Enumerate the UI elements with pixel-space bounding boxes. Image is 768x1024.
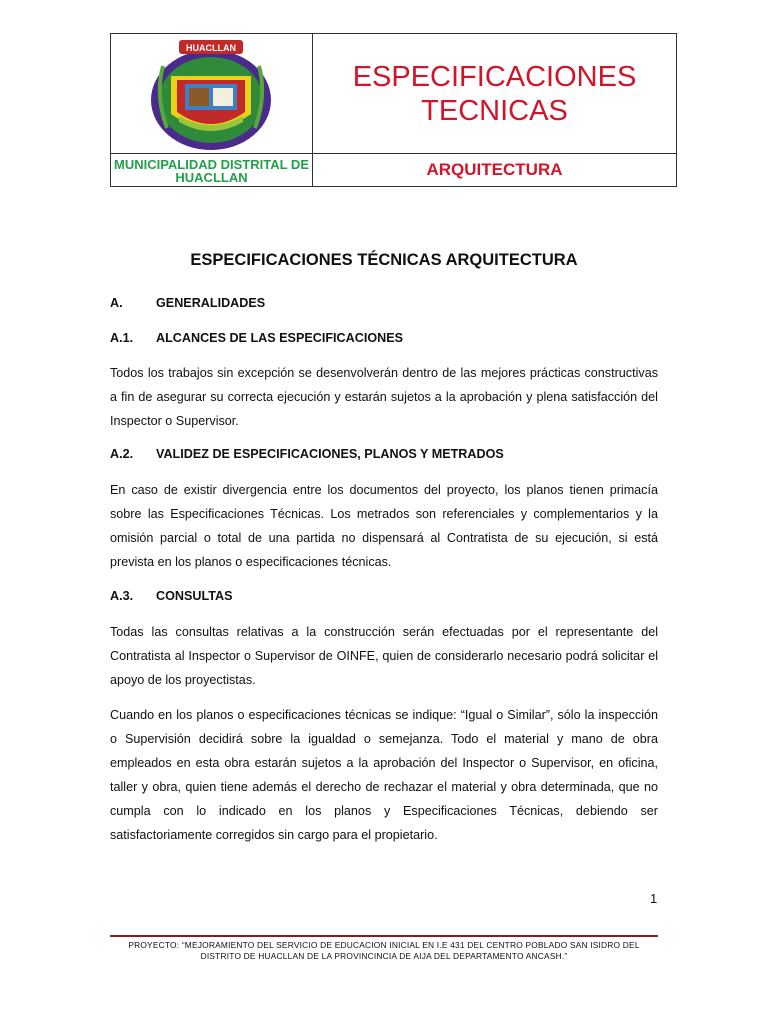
section-heading-a2 (110, 447, 504, 461)
document-header (110, 33, 677, 187)
paragraph-2: En caso de existir divergencia entre los documentos del proyecto, los planos tienen primacía sobre las Especificaciones Técnicas. Los metrados son referenciales y complementarios y la omisión parcial o total de una partida no dispensará al Contratista de su ejecución, si está prevista en los planos o especificaciones técnicas. (110, 483, 658, 569)
section-title: VALIDEZ DE ESPECIFICACIONES, PLANOS Y METRADOS (156, 447, 504, 461)
logo-text: HUACLLAN (186, 43, 236, 53)
section-number: A. (110, 296, 123, 310)
document-main-title (353, 60, 637, 128)
section-heading-a3 (110, 589, 233, 603)
paragraph-3: Todas las consultas relativas a la construcción serán efectuadas por el representante del Contratista al Inspector o Supervisor de OINFE, quien de considerarlo necesario podrá solicitar el apoyo de los proyectistas. (110, 625, 658, 687)
page-number: 1 (650, 891, 658, 906)
section-heading-a (110, 296, 265, 310)
section-number: A.1. (110, 331, 134, 345)
document-title: ESPECIFICACIONES TÉCNICAS ARQUITECTURA (190, 251, 578, 269)
title-cell (313, 34, 676, 153)
header-row-2 (111, 153, 676, 186)
title-line-1: ESPECIFICACIONES (352, 60, 637, 93)
section-heading-a1 (110, 331, 403, 345)
section-title: GENERALIDADES (156, 296, 266, 310)
section-label: ARQUITECTURA (426, 160, 563, 179)
logo-cell (111, 34, 313, 153)
paragraph-1: Todos los trabajos sin excepción se desenvolverán dentro de las mejores prácticas constructivas a fin de asegurar su correcta ejecución y estarán sujetos a la aprobación y plena satisfacción del Inspector o Supervisor. (110, 366, 658, 428)
section-title: CONSULTAS (156, 589, 233, 603)
footer-divider (110, 935, 658, 937)
municipal-seal-logo (149, 36, 273, 152)
municipality-name: MUNICIPALIDAD DISTRITAL DE HUACLLAN (111, 154, 313, 186)
section-number: A.2. (110, 447, 134, 461)
paragraph-4: Cuando en los planos o especificaciones técnicas se indique: “Igual o Similar”, sólo la inspección o Supervisión decidirá sobre la igualdad o semejanza. Todo el material y mano de obra empleados en esta obra estarán sujetos a la aprobación del Inspector o Supervisor, en oficina, taller y obra, quien tiene además el derecho de rechazar el material y obra determinada, que no cumpla con lo indicado en los planos y Especificaciones Técnicas, debiendo ser satisfactoriamente corregidos sin cargo para el propietario. (110, 708, 658, 842)
footer-project-text: PROYECTO: “MEJORAMIENTO DEL SERVICIO DE EDUCACION INICIAL EN I.E 431 DEL CENTRO POBLADO SAN ISIDRO DEL DISTRITO DE HUACLLAN DE LA PROVINCINCIA DE AIJA DEL DEPARTAMENTO ANCASH.” (128, 940, 640, 961)
section-title: ALCANCES DE LAS ESPECIFICACIONES (156, 331, 404, 345)
title-line-2: TECNICAS (421, 94, 568, 127)
section-number: A.3. (110, 589, 134, 603)
